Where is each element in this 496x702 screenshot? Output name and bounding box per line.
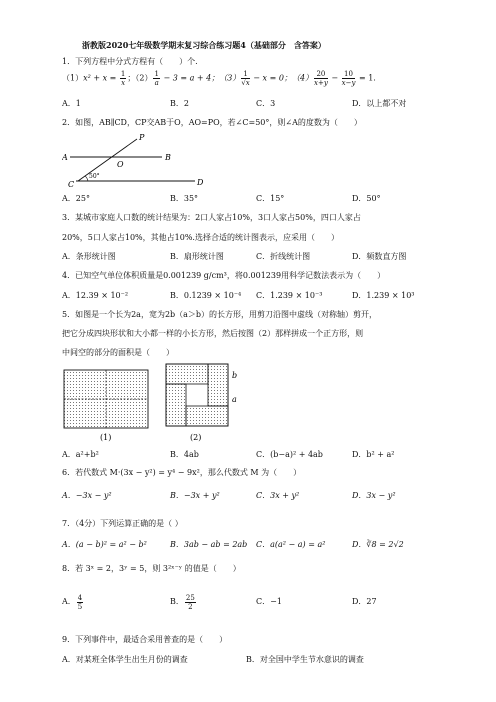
q4-option-b: B．0.1239 × 10⁻⁴ [170,291,242,300]
q6-option-d: D．3x − y² [352,491,396,500]
q6-option-b: B．−3x + y² [170,491,220,500]
q2-stem: 2．如图，AB∥CD，CP交AB于O，AO=PO，若∠C=50°，则∠A的度数为（ ） [62,118,362,127]
q5-option-a: A．a²+b² [62,450,99,459]
q5-option-b: B．4ab [170,450,199,459]
q5-line2: 把它分成四块形状和大小都一样的小长方形，然后按图（2）那样拼成一个正方形，则 [62,329,364,338]
q2-option-a: A．25° [62,194,90,203]
q6-option-a: A．−3x − y² [62,491,112,500]
q2-figure [62,131,212,189]
q3-line2: 20%，5口人家占10%，其他占10%.选择合适的统计图表示，应采用（ ） [62,233,339,242]
q1-eq3-rest: − x = 0；（4） [250,73,314,83]
q3-line1: 3．某城市家庭人口数的统计结果为：2口人家占10%，3口人家占50%，四口人家占 [62,213,361,222]
q7-option-b: B．3ab − ab = 2ab [170,540,248,549]
q8-option-d: D．27 [352,597,377,606]
fig2-piece-left [166,384,186,426]
label-d: D [197,178,204,187]
q1-equations [62,70,376,86]
line-cp [78,139,137,181]
q2-option-c: C．15° [256,194,285,203]
q8-option-b: B． $\frac{25}{2}$ [170,593,195,611]
q1-eq4-mid: − [328,73,341,83]
q1-eq4b-frac: $\frac{10}{x-y}$ [341,70,356,87]
q1-eq4-rest: = 1. [356,73,376,83]
q8-stem: 8．若 3ˣ = 2，3ʸ = 5，则 3²ˣ⁻ʸ 的值是（ ） [62,564,241,573]
q7-option-d: D．∛8 = 2√2 [352,540,404,549]
q2-option-d: D．50° [352,194,381,203]
q1-eq2-label: ；（2） [127,73,153,83]
q1-eq1: x² + x = [83,73,119,83]
q8-option-c: C．−1 [256,597,282,606]
q8-b-frac: $\frac{25}{2}$ [185,593,195,611]
q1-eq-prefix: （1） [62,73,84,83]
page-title: 浙教版2020七年级数学期末复习综合练习题4（基础部分 含答案） [82,40,326,50]
fig2-label: (2) [190,433,202,442]
q5-option-d: D．b² + a² [352,450,395,459]
q1-option-a: A．1 [62,99,81,108]
q1-eq3-frac: $\frac{1}{√x}$ [241,70,250,87]
label-c: C [68,180,75,189]
q9-stem: 9．下列事件中，最适合采用普查的是（ ） [62,635,228,644]
q4-stem: 4．已知空气单位体积质量是0.001239 g/cm³，将0.001239用科学记数法表示为（ ） [62,271,386,280]
q2-option-b: B．35° [170,194,199,203]
q7-stem: 7．（4分）下列运算正确的是（ ） [62,519,183,528]
q8-option-a: A． $\frac{4}{5}$ [62,593,83,611]
q5-option-c: C．(b−a)² + 4ab [256,450,323,459]
q7-option-c: C．a(a² − a) = a² [256,540,326,549]
q4-option-a: A．12.39 × 10⁻² [62,291,129,300]
q9-option-b: B．对全国中学生节水意识的调查 [246,655,364,664]
fig2-piece-top [166,364,208,384]
q1-option-b: B．2 [170,99,189,108]
q7-option-a: A．(a − b)² = a² − b² [62,540,147,549]
q8-a-frac: $\frac{4}{5}$ [77,593,83,611]
label-angle: 50° [89,173,100,180]
q3-option-d: D．频数直方图 [352,252,407,261]
fig2-piece-bottom [186,406,228,426]
q4-option-d: D．1.239 × 10³ [352,291,415,300]
angle-arc [85,176,88,181]
fig1-label: (1) [100,433,112,442]
fig2-label-b: b [232,371,238,380]
q3-option-a: A．条形统计图 [62,252,116,261]
q1-stem: 1．下列方程中分式方程有（ ）个. [62,57,198,66]
label-p: P [139,133,145,142]
label-o: O [117,160,124,169]
fig2-piece-right [208,364,228,406]
q1-option-d: D．以上都不对 [352,99,407,108]
q3-option-c: C．折线统计图 [256,252,311,261]
q6-stem: 6．若代数式 M·(3x − y²) = y⁴ − 9x²，那么代数式 M 为（ ） [62,468,302,477]
q1-eq2-frac: $\frac{1}{a}$ [154,70,159,87]
q5-line1: 5．如图是一个长为2a，宽为2b（a＞b）的长方形，用剪刀沿图中虚线（对称轴）剪开， [62,310,378,319]
q1-option-c: C．3 [256,99,276,108]
q5-figures [60,362,250,442]
q1-eq2-rest: − 3 = a + 4；（3） [160,73,241,83]
q9-option-a: A．对某班全体学生出生月份的调查 [62,655,188,664]
label-b: B [165,153,171,162]
q1-eq1-frac: $\frac{1}{x}$ [120,70,126,87]
q6-option-c: C．3x + y² [256,491,300,500]
q5-line3: 中间空的部分的面积是（ ） [62,348,174,357]
q3-option-b: B．扇形统计图 [170,252,224,261]
fig2-label-a: a [232,395,237,404]
q4-option-c: C．1.239 × 10⁻³ [256,291,323,300]
q1-eq4a-frac: $\frac{20}{x+y}$ [314,70,328,87]
label-a: A [62,153,68,162]
